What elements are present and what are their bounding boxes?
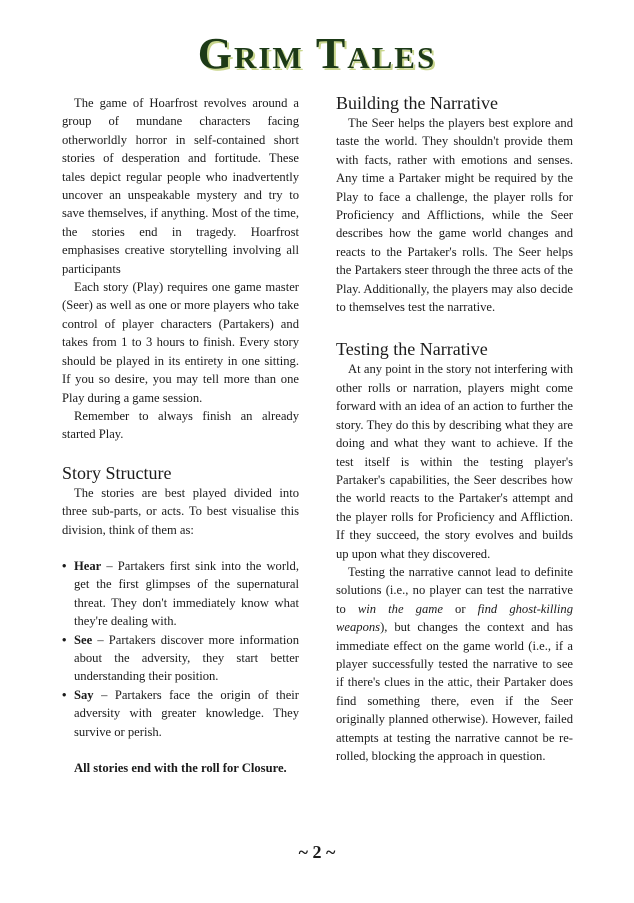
building-narrative-heading: Building the Narrative	[336, 93, 498, 113]
testing-text-a: Testing the narrative cannot lead to definite solutions (i.e., no player can test the narrative to	[336, 564, 573, 616]
page-title: Grim Tales	[197, 29, 437, 78]
act-lead-word: See	[74, 632, 93, 647]
testing-narrative-paragraph-1: At any point in the story not interfering with other rolls or narration, players might come forward with an idea of an action to further the story. They do this by describing what they are doing and what they want to achieve. If the test itself is within the testing player's Partaker's capabilities, the Seer describes how the world reacts to the Partaker's attempt and the player rolls for Proficiency and Affliction. If they succeed, the story evolves and builds up upon what they discovered.	[336, 362, 573, 561]
intro-paragraph-3: Remember to always finish an already started Play.	[62, 408, 299, 442]
story-structure-heading: Story Structure	[62, 462, 172, 483]
intro-paragraph-1: The game of Hoarfrost revolves around a group of mundane characters facing otherworldly horror in self-contained short stories of desperation and fortitude. These tales depict regular people who inadvertently uncover an unspeakable mystery and try to save themselves, if anything. Most of the time, the stories end in tragedy. Hoarfrost emphasises creative storytelling involving all participants	[62, 96, 299, 276]
testing-narrative-paragraph-2	[336, 563, 573, 765]
act-item-say: • Say – Partakers face the origin of their adversity with greater knowledge. They survive or perish.	[62, 686, 299, 741]
intro-paragraph-2: Each story (Play) requires one game master (Seer) as well as one or more players who take control of player characters (Partakers) and takes from 1 to 3 hours to finish. Every story should be played in its entirety in one sitting. If you so desire, you may tell more than one Play during a game session.	[62, 280, 299, 405]
closure-note: All stories end with the roll for Closure.	[74, 761, 287, 775]
testing-emphasis-win: win the game	[357, 601, 443, 616]
act-lead-word: Hear	[74, 558, 102, 573]
testing-text-c: ), but changes the context and has immediate effect on the game world (i.e., if a player successfully tested the narrative to see if there's clues in the attic, their Partaker does find something there, even if the Seer originally planned otherwise). However, failed attempts at testing the narrative cannot be re-rolled, blocking the approach in question.	[336, 620, 573, 763]
right-column	[336, 92, 573, 765]
testing-narrative-heading: Testing the Narrative	[336, 339, 488, 360]
testing-emphasis-weapons: find ghost-killing weapons	[336, 601, 573, 635]
building-narrative-paragraph: The Seer helps the players best explore and taste the world. They shouldn't provide them with facts, rather with emotions and senses. Any time a Partaker might be required by the Play to face a challenge, the player rolls for Proficiency and Afflictions, while the Seer describes how the game world changes and reacts to the Partaker's rolls. The Seer helps the Partakers steer through the three acts of the Play. Additionally, the players may also decide to themselves test the narrative.	[336, 116, 573, 315]
testing-text-b: or	[442, 601, 478, 616]
act-item-hear: • Hear – Partakers first sink into the world, get the first glimpses of the supernatural threat. They don't immediately know what they're dealing with.	[62, 557, 299, 631]
page-number: ~ 2 ~	[298, 842, 336, 862]
act-lead-word: Say	[74, 687, 94, 702]
act-item-see: • See – Partakers discover more information about the adversity, they start better understanding their position.	[62, 631, 299, 686]
acts-list	[62, 557, 299, 741]
story-structure-paragraph: The stories are best played divided into three sub-parts, or acts. To best visualise this division, think of them as:	[62, 485, 299, 537]
left-column	[62, 94, 299, 777]
